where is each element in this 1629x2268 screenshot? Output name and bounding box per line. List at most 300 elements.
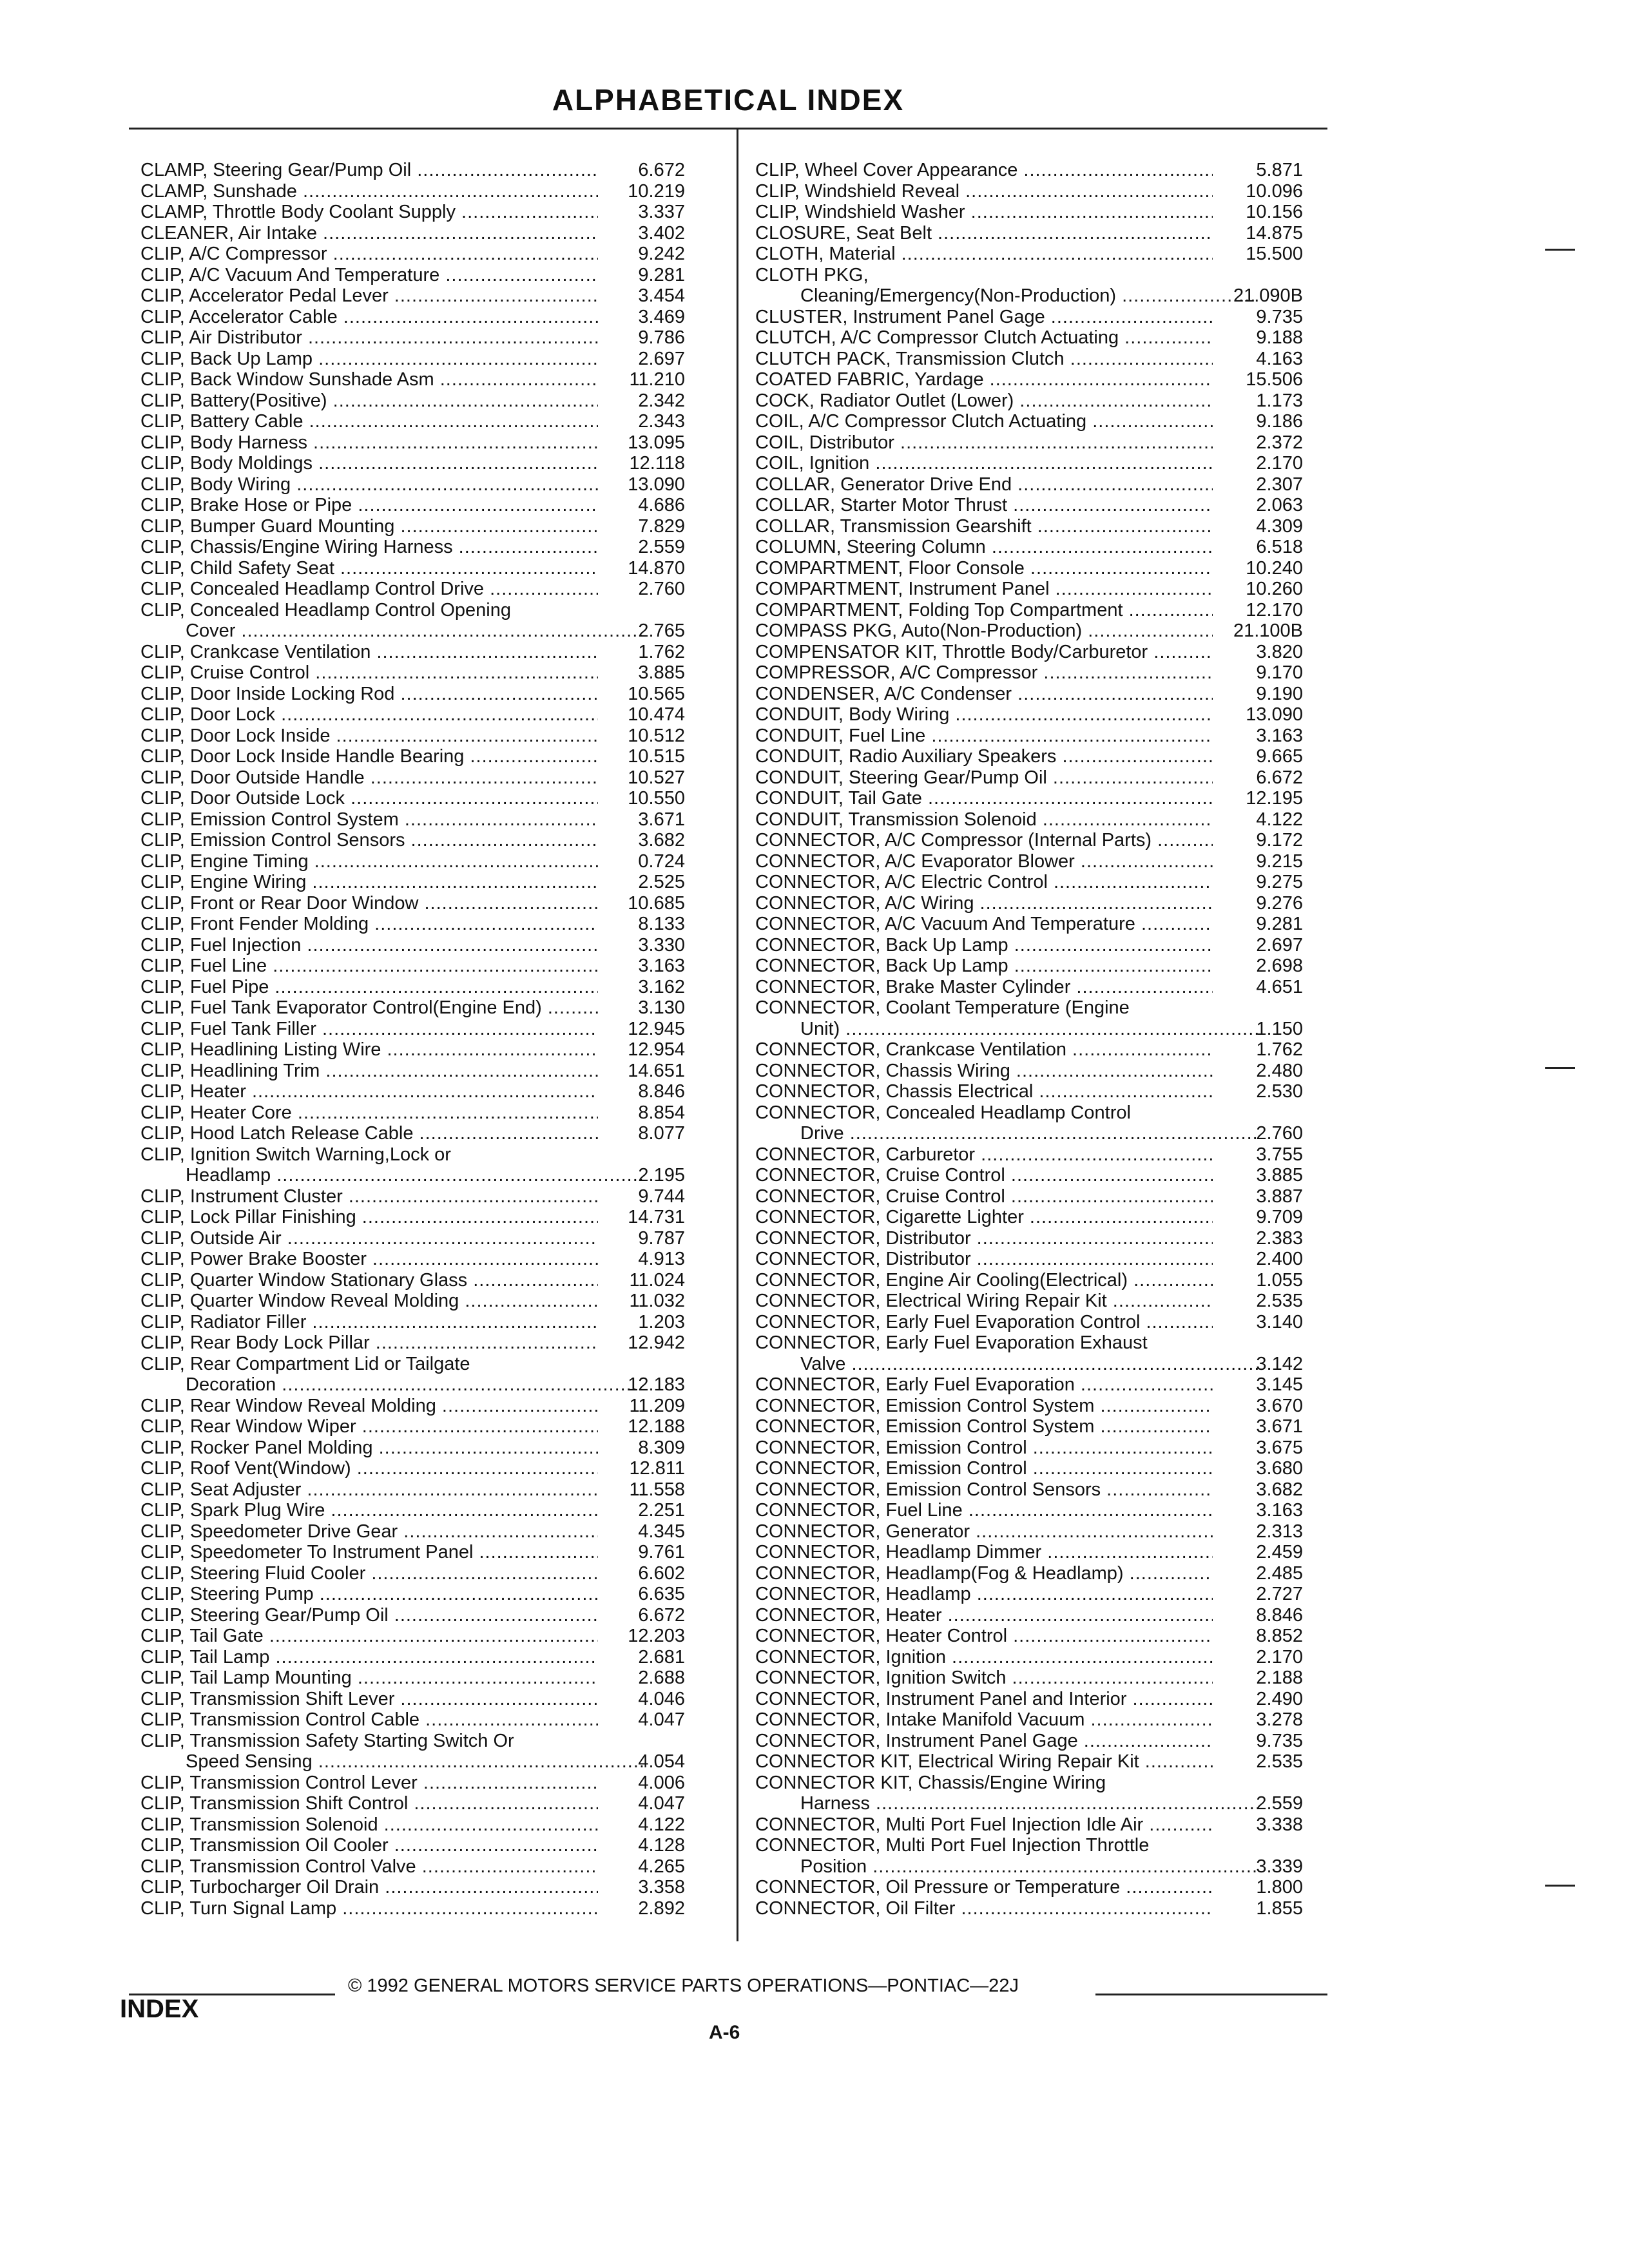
index-entry (140, 1291, 685, 1312)
index-entry-page: 9.761 (638, 1542, 685, 1562)
index-entry-name: CLIP, Brake Hose or Pipe ..... (140, 495, 598, 516)
index-entry (755, 1144, 1303, 1166)
index-entry-page: 3.163 (638, 956, 685, 976)
index-entry-page: 3.885 (1256, 1165, 1303, 1186)
index-entry-name: CLIP, Engine Wiring ..... (140, 872, 598, 893)
index-entry-name: CLIP, Tail Gate ..... (140, 1626, 598, 1647)
index-entry-page: 10.156 (1246, 202, 1303, 222)
index-entry-page: 2.400 (1256, 1249, 1303, 1269)
index-entry-name: CONNECTOR, Generator ..... (755, 1521, 1213, 1542)
index-entry (755, 1731, 1303, 1752)
index-entry-page: 8.309 (638, 1437, 685, 1458)
index-entry (140, 1165, 685, 1186)
index-entry-page: 3.682 (1256, 1479, 1303, 1500)
index-entry (140, 1123, 685, 1144)
index-entry (755, 1500, 1303, 1521)
index-entry-name: CLIP, Battery Cable ..... (140, 411, 598, 432)
index-entry-page: 15.500 (1246, 244, 1303, 264)
index-entry (755, 662, 1303, 684)
index-entry-page: 2.892 (638, 1898, 685, 1919)
index-entry-page: 3.163 (1256, 725, 1303, 746)
index-entry-name: CLIP, Lock Pillar Finishing ..... (140, 1207, 598, 1228)
index-entry (140, 997, 685, 1019)
index-entry-name: CLIP, Child Safety Seat ..... (140, 558, 598, 579)
index-entry-page: 2.697 (638, 348, 685, 369)
index-entry-page: 2.559 (1256, 1793, 1303, 1814)
index-entry (755, 956, 1303, 977)
index-entry-page: 8.077 (638, 1123, 685, 1144)
index-entry-name: COATED FABRIC, Yardage ..... (755, 369, 1213, 390)
index-entry (140, 914, 685, 935)
footer-rule-right (1095, 1994, 1327, 1995)
index-entry-page: 2.383 (1256, 1227, 1303, 1249)
index-entry-page: 3.887 (1256, 1186, 1303, 1207)
index-entry-page: 9.665 (1256, 746, 1303, 767)
index-entry-page: 3.469 (638, 306, 685, 327)
index-entry-page: 2.170 (1256, 1646, 1303, 1667)
index-entry-page: 8.846 (638, 1081, 685, 1102)
index-entry (755, 935, 1303, 956)
index-entry-name: CLIP, Emission Control Sensors ..... (140, 830, 598, 851)
index-entry (755, 1647, 1303, 1668)
index-entry (140, 620, 685, 642)
index-entry (755, 1814, 1303, 1836)
index-entry-page: 9.170 (1256, 662, 1303, 683)
index-entry (755, 390, 1303, 412)
index-entry-page: 3.162 (638, 976, 685, 997)
index-entry (140, 265, 685, 286)
index-entry-name: COCK, Radiator Outlet (Lower) ..... (755, 390, 1213, 412)
index-entry-name: CLIP, Transmission Control Valve ..... (140, 1856, 598, 1878)
index-entry (140, 1898, 685, 1919)
index-entry-name: CLAMP, Throttle Body Coolant Supply ..... (140, 202, 598, 223)
index-entry-page: 4.913 (638, 1249, 685, 1269)
index-entry-page: 1.203 (638, 1311, 685, 1332)
index-entry-name: CLIP, Tail Lamp Mounting ..... (140, 1667, 598, 1689)
index-entry-page: 1.150 (1256, 1018, 1303, 1039)
index-entry-page: 5.871 (1256, 160, 1303, 180)
index-entry-page: 3.339 (1256, 1856, 1303, 1877)
index-entry (140, 369, 685, 390)
index-entry (755, 223, 1303, 244)
index-entry-page: 3.145 (1256, 1374, 1303, 1395)
index-entry-page: 6.518 (1256, 537, 1303, 557)
index-entry (755, 1019, 1303, 1040)
index-entry-name: CLAMP, Steering Gear/Pump Oil ..... (140, 160, 598, 181)
index-entry (755, 265, 1303, 286)
index-entry-name: Cleaning/Emergency(Non-Production) ..... (755, 285, 1258, 307)
index-entry (140, 1437, 685, 1459)
index-entry (140, 1479, 685, 1501)
index-entry-page: 2.727 (1256, 1584, 1303, 1604)
index-entry-page: 11.210 (629, 369, 685, 390)
index-entry-name: CLIP, Battery(Positive) ..... (140, 390, 598, 412)
index-entry (755, 1584, 1303, 1605)
index-entry (755, 1291, 1303, 1312)
index-entry-name: CLIP, Quarter Window Reveal Molding ..... (140, 1291, 598, 1312)
index-entry-name: CLIP, Speedometer To Instrument Panel ..... (140, 1542, 598, 1563)
index-entry-name: CONNECTOR, Ignition Switch ..... (755, 1667, 1213, 1689)
index-entry (140, 788, 685, 809)
index-entry-name: CLIP, Fuel Line ..... (140, 956, 598, 977)
index-entry-name: Cover ..... (140, 620, 643, 642)
index-entry (755, 809, 1303, 831)
index-entry-page: 3.358 (638, 1877, 685, 1898)
index-entry (140, 1542, 685, 1563)
index-entry (755, 1270, 1303, 1291)
index-entry-name: CLIP, Door Outside Lock ..... (140, 788, 598, 809)
index-entry (755, 1521, 1303, 1542)
index-entry-name: CONNECTOR, Oil Filter ..... (755, 1898, 1213, 1919)
index-entry (755, 1039, 1303, 1061)
index-entry (140, 1667, 685, 1689)
index-entry-name: CLIP, Steering Pump ..... (140, 1584, 598, 1605)
index-entry (755, 1479, 1303, 1501)
index-entry-name: CLIP, Door Inside Locking Rod ..... (140, 684, 598, 705)
index-entry (140, 767, 685, 789)
index-entry (140, 746, 685, 767)
index-entry-page: 11.032 (629, 1291, 685, 1311)
index-entry (140, 1332, 685, 1354)
index-entry-name: CLIP, Rocker Panel Molding ..... (140, 1437, 598, 1459)
index-entry-page: 3.820 (1256, 641, 1303, 662)
index-entry (755, 1898, 1303, 1919)
index-entry-name: CONNECTOR, A/C Wiring ..... (755, 893, 1213, 914)
footer-page-number: A-6 (709, 2022, 740, 2043)
index-entry-page: 13.090 (1246, 704, 1303, 725)
index-entry (755, 684, 1303, 705)
index-entry (755, 495, 1303, 516)
index-entry-name: CLIP, Door Lock Inside ..... (140, 726, 598, 747)
index-entry (140, 432, 685, 454)
index-entry-page: 4.686 (638, 495, 685, 515)
index-entry (140, 307, 685, 328)
index-entry-name: CLIP, Steering Fluid Cooler ..... (140, 1563, 598, 1584)
index-entry-name: CLUSTER, Instrument Panel Gage ..... (755, 307, 1213, 328)
index-entry-page: 9.787 (638, 1227, 685, 1249)
index-entry-page: 6.635 (638, 1584, 685, 1604)
index-entry-page: 13.095 (628, 432, 685, 453)
index-entry (755, 1332, 1303, 1354)
index-entry-page: 4.046 (638, 1688, 685, 1709)
index-entry (755, 1102, 1303, 1124)
index-entry-name: CLIP, Transmission Shift Lever ..... (140, 1689, 598, 1710)
index-entry (140, 1835, 685, 1856)
index-entry-name: CLOTH, Material ..... (755, 244, 1213, 265)
index-entry-name: CLOTH PKG, (755, 264, 869, 285)
index-entry (140, 1039, 685, 1061)
index-entry-name: CONNECTOR, Back Up Lamp ..... (755, 935, 1213, 956)
index-entry-name: CONNECTOR, Back Up Lamp ..... (755, 956, 1213, 977)
index-entry-page: 21.100B (1233, 620, 1303, 641)
index-entry (140, 558, 685, 579)
index-entry-name: CONNECTOR, Emission Control System ..... (755, 1416, 1213, 1437)
index-entry-page: 3.130 (638, 997, 685, 1018)
index-entry-name: CLIP, Cruise Control ..... (140, 662, 598, 684)
index-entry-page: 12.188 (628, 1416, 685, 1437)
index-entry (755, 872, 1303, 893)
index-entry (755, 1123, 1303, 1144)
index-entry (140, 1019, 685, 1040)
index-entry-page: 12.183 (628, 1374, 685, 1395)
index-entry-page: 3.671 (638, 809, 685, 830)
index-entry-page: 9.709 (1256, 1207, 1303, 1227)
index-entry-name: CLIP, Speedometer Drive Gear ..... (140, 1521, 598, 1542)
index-entry-name: CLIP, Rear Window Wiper ..... (140, 1416, 598, 1437)
index-entry-page: 2.698 (1256, 956, 1303, 976)
index-entry-name: CONNECTOR, A/C Electric Control ..... (755, 872, 1213, 893)
index-entry-name: CLUTCH PACK, Transmission Clutch ..... (755, 349, 1213, 370)
index-entry-name: CONNECTOR, Headlamp(Fog & Headlamp) ..... (755, 1563, 1213, 1584)
index-entry-page: 9.275 (1256, 872, 1303, 892)
index-entry (755, 830, 1303, 851)
index-entry-name: CLIP, Door Outside Handle ..... (140, 767, 598, 789)
index-entry (140, 851, 685, 872)
index-entry-page: 2.480 (1256, 1060, 1303, 1081)
index-entry-page: 3.330 (638, 934, 685, 956)
index-entry-name: CONDENSER, A/C Condenser ..... (755, 684, 1213, 705)
index-entry (755, 537, 1303, 558)
index-entry-name: CLUTCH, A/C Compressor Clutch Actuating ..... (755, 327, 1213, 349)
index-entry (755, 516, 1303, 537)
index-entry-name: CONNECTOR, Intake Manifold Vacuum ..... (755, 1709, 1213, 1731)
index-entry (140, 244, 685, 265)
margin-tick-mark (1545, 1885, 1575, 1887)
index-entry-page: 2.188 (1256, 1667, 1303, 1688)
index-entry-name: CONDUIT, Radio Auxiliary Speakers ..... (755, 746, 1213, 767)
index-entry-name: CLIP, Rear Compartment Lid or Tailgate (140, 1353, 470, 1374)
index-entry-name: CONNECTOR, Electrical Wiring Repair Kit ..... (755, 1291, 1213, 1312)
index-entry (755, 1793, 1303, 1814)
index-entry-name: CLIP, Door Lock ..... (140, 704, 598, 726)
index-entry (140, 977, 685, 998)
index-entry (140, 1186, 685, 1207)
index-entry-name: CONNECTOR, Headlamp Dimmer ..... (755, 1542, 1213, 1563)
index-entry (140, 516, 685, 537)
index-entry-page: 2.535 (1256, 1291, 1303, 1311)
index-entry (140, 600, 685, 621)
index-entry (755, 1081, 1303, 1102)
index-entry-page: 4.054 (638, 1751, 685, 1772)
index-entry (140, 474, 685, 495)
index-entry-name: CLIP, Accelerator Pedal Lever ..... (140, 285, 598, 307)
index-entry-name: CONDUIT, Tail Gate ..... (755, 788, 1213, 809)
index-entry-page: 4.006 (638, 1772, 685, 1793)
index-entry-name: CONNECTOR, Cigarette Lighter ..... (755, 1207, 1213, 1228)
index-entry-name: CLIP, Seat Adjuster ..... (140, 1479, 598, 1501)
index-entry-name: CLIP, Instrument Cluster ..... (140, 1186, 598, 1207)
index-entry (755, 620, 1303, 642)
index-entry (140, 537, 685, 558)
margin-tick-mark (1545, 1067, 1575, 1069)
index-entry (140, 160, 685, 181)
index-entry-name: CLIP, Transmission Control Cable ..... (140, 1709, 598, 1731)
index-entry (140, 202, 685, 223)
index-entry-name: COIL, Distributor ..... (755, 432, 1213, 454)
index-entry-name: CONNECTOR, Carburetor ..... (755, 1144, 1213, 1166)
title-rule (129, 128, 1327, 130)
index-entry-name: CLIP, Transmission Solenoid ..... (140, 1814, 598, 1836)
index-entry-name: Speed Sensing ..... (140, 1751, 643, 1773)
index-entry-page: 4.128 (638, 1835, 685, 1856)
index-entry (140, 285, 685, 307)
index-entry-name: CONNECTOR, Cruise Control ..... (755, 1165, 1213, 1186)
index-entry (140, 1773, 685, 1794)
index-entry (140, 1751, 685, 1773)
index-entry-page: 8.846 (1256, 1604, 1303, 1626)
index-entry-page: 2.372 (1256, 432, 1303, 453)
index-entry-page: 10.096 (1246, 180, 1303, 202)
index-entry (755, 1856, 1303, 1878)
index-entry (755, 1249, 1303, 1270)
index-entry (755, 1186, 1303, 1207)
index-entry-name: CONNECTOR, Instrument Panel Gage ..... (755, 1731, 1213, 1752)
index-entry (755, 558, 1303, 579)
index-entry-page: 7.829 (638, 515, 685, 537)
index-entry (140, 704, 685, 726)
index-entry (140, 1731, 685, 1752)
index-entry-page: 3.140 (1256, 1311, 1303, 1332)
index-entry-page: 8.854 (638, 1102, 685, 1123)
index-entry-name: CLIP, Transmission Control Lever ..... (140, 1773, 598, 1794)
index-entry-page: 3.885 (638, 662, 685, 683)
index-entry-page: 2.170 (1256, 453, 1303, 474)
index-entry-page: 14.870 (628, 557, 685, 579)
index-entry (140, 349, 685, 370)
index-entry-name: CLIP, Back Window Sunshade Asm ..... (140, 369, 598, 390)
index-entry-name: CONNECTOR, Emission Control ..... (755, 1458, 1213, 1479)
index-entry-page: 2.313 (1256, 1521, 1303, 1542)
index-entry-name: CONNECTOR, Brake Master Cylinder ..... (755, 977, 1213, 998)
index-entry-name: CLIP, A/C Vacuum And Temperature ..... (140, 265, 598, 286)
index-entry-page: 2.688 (638, 1667, 685, 1688)
index-entry-page: 4.651 (1256, 976, 1303, 997)
index-entry-name: CLIP, Power Brake Booster ..... (140, 1249, 598, 1270)
index-entry-page: 12.945 (628, 1018, 685, 1039)
index-entry-page: 14.875 (1246, 222, 1303, 244)
index-entry (140, 662, 685, 684)
index-entry (140, 1374, 685, 1396)
index-entry-page: 3.142 (1256, 1353, 1303, 1374)
index-entry-page: 4.047 (638, 1793, 685, 1814)
index-entry-page: 6.672 (638, 160, 685, 180)
index-entry-name: CLIP, Accelerator Cable ..... (140, 307, 598, 328)
index-entry-page: 3.163 (1256, 1500, 1303, 1521)
index-entry (755, 244, 1303, 265)
index-entry-page: 3.755 (1256, 1144, 1303, 1165)
index-entry-page: 9.172 (1256, 830, 1303, 850)
index-entry (755, 349, 1303, 370)
index-entry (140, 1626, 685, 1647)
index-entry (755, 369, 1303, 390)
index-entry (140, 1354, 685, 1375)
index-entry-name: CONNECTOR, Coolant Temperature (Engine (755, 997, 1130, 1018)
index-entry (755, 1877, 1303, 1898)
index-entry (755, 411, 1303, 432)
index-entry (140, 1458, 685, 1479)
index-entry-page: 10.219 (628, 180, 685, 202)
index-entry (755, 285, 1303, 307)
index-entry (140, 327, 685, 349)
index-entry (140, 1877, 685, 1898)
index-entry-name: CLIP, Headlining Listing Wire ..... (140, 1039, 598, 1061)
index-entry-name: CONNECTOR, Concealed Headlamp Control (755, 1102, 1131, 1123)
index-entry-page: 6.672 (1256, 767, 1303, 788)
index-entry (755, 893, 1303, 914)
index-entry-name: CLIP, Body Moldings ..... (140, 453, 598, 474)
index-entry-name: CONNECTOR, Emission Control ..... (755, 1437, 1213, 1459)
index-entry-page: 0.724 (638, 850, 685, 872)
index-entry-page: 2.459 (1256, 1542, 1303, 1562)
index-entry (755, 1709, 1303, 1731)
index-entry-page: 1.173 (1256, 390, 1303, 411)
index-entry-name: CLIP, Chassis/Engine Wiring Harness ..... (140, 537, 598, 558)
index-entry-page: 2.195 (638, 1165, 685, 1186)
index-entry (140, 830, 685, 851)
index-entry-name: CONNECTOR KIT, Chassis/Engine Wiring (755, 1772, 1106, 1793)
index-entry (140, 1270, 685, 1291)
index-entry-name: COLLAR, Generator Drive End ..... (755, 474, 1213, 495)
index-entry (140, 684, 685, 705)
index-entry (755, 1542, 1303, 1563)
index-entry-name: CONDUIT, Body Wiring ..... (755, 704, 1213, 726)
index-entry-name: CLIP, Crankcase Ventilation ..... (140, 642, 598, 663)
index-entry-page: 12.195 (1246, 788, 1303, 809)
index-entry-name: Valve ..... (755, 1354, 1258, 1375)
index-entry-page: 21.090B (1233, 285, 1303, 306)
index-column-left (140, 160, 685, 1919)
index-entry (755, 726, 1303, 747)
index-entry (755, 1312, 1303, 1333)
index-entry-page: 9.242 (638, 244, 685, 264)
index-entry-name: CONNECTOR, Instrument Panel and Interior ..... (755, 1689, 1213, 1710)
index-entry-name: CONNECTOR, Chassis Electrical ..... (755, 1081, 1213, 1102)
index-entry-name: CONNECTOR, Cruise Control ..... (755, 1186, 1213, 1207)
index-entry (140, 1081, 685, 1102)
index-entry (755, 1563, 1303, 1584)
index-entry-name: CLIP, A/C Compressor ..... (140, 244, 598, 265)
index-entry (140, 1521, 685, 1542)
index-entry (755, 1689, 1303, 1710)
index-entry-page: 1.055 (1256, 1269, 1303, 1291)
index-entry-name: CLIP, Concealed Headlamp Control Opening (140, 599, 511, 620)
index-entry-page: 4.265 (638, 1856, 685, 1877)
index-entry (755, 704, 1303, 726)
index-entry-page: 12.118 (629, 453, 685, 474)
index-entry-page: 1.800 (1256, 1877, 1303, 1898)
index-entry-page: 12.811 (629, 1458, 685, 1479)
index-entry-name: CLIP, Steering Gear/Pump Oil ..... (140, 1605, 598, 1626)
index-entry-page: 10.527 (628, 767, 685, 788)
index-entry (755, 997, 1303, 1019)
index-entry-page: 2.559 (638, 537, 685, 557)
index-entry-name: CLIP, Fuel Injection ..... (140, 935, 598, 956)
index-entry-name: CONNECTOR, Multi Port Fuel Injection Throttle (755, 1835, 1150, 1856)
index-entry-page: 14.731 (628, 1207, 685, 1227)
footer-section-label: INDEX (120, 1995, 199, 2023)
index-entry (755, 1374, 1303, 1396)
index-entry (140, 181, 685, 202)
index-entry-name: CONNECTOR KIT, Electrical Wiring Repair Kit ..... (755, 1751, 1213, 1773)
index-entry-name: CLIP, Heater ..... (140, 1081, 598, 1102)
index-entry-name: CONDUIT, Steering Gear/Pump Oil ..... (755, 767, 1213, 789)
index-entry-name: CLIP, Back Up Lamp ..... (140, 349, 598, 370)
index-entry-name: CONNECTOR, Oil Pressure or Temperature ..... (755, 1877, 1213, 1898)
index-entry-page: 14.651 (628, 1060, 685, 1081)
index-entry (140, 1249, 685, 1270)
index-entry-page: 2.485 (1256, 1562, 1303, 1584)
index-entry-name: CLIP, Transmission Safety Starting Switch Or (140, 1730, 514, 1751)
